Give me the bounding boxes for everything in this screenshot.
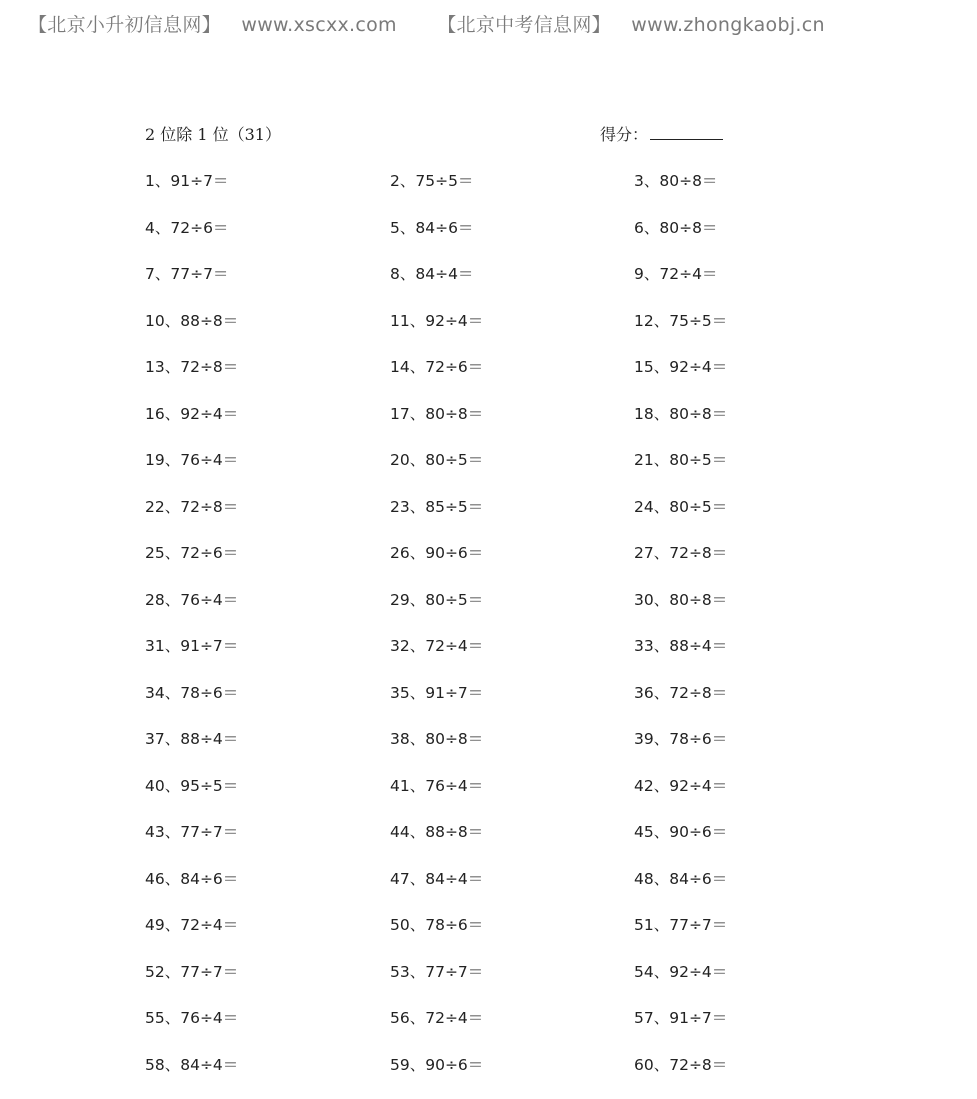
problem-item: 60、72÷8＝ (634, 1053, 727, 1075)
problem-row (145, 262, 845, 309)
problem-item: 49、72÷4＝ (145, 913, 238, 935)
problem-row (145, 169, 845, 216)
problem-row (145, 541, 845, 588)
problem-row (145, 634, 845, 681)
problem-row (145, 1006, 845, 1053)
problem-row (145, 495, 845, 542)
worksheet-title: 2 位除 1 位（31） (145, 122, 281, 145)
problem-item: 52、77÷7＝ (145, 960, 238, 982)
problem-item: 24、80÷5＝ (634, 495, 727, 517)
problem-item: 45、90÷6＝ (634, 820, 727, 842)
problem-item: 11、92÷4＝ (390, 309, 483, 331)
problem-item: 18、80÷8＝ (634, 402, 727, 424)
problem-item: 54、92÷4＝ (634, 960, 727, 982)
problem-item: 50、78÷6＝ (390, 913, 483, 935)
problem-row (145, 355, 845, 402)
problem-item: 39、78÷6＝ (634, 727, 727, 749)
problem-item: 36、72÷8＝ (634, 681, 727, 703)
problem-row (145, 588, 845, 635)
problem-item: 57、91÷7＝ (634, 1006, 727, 1028)
problem-row (145, 448, 845, 495)
problem-item: 15、92÷4＝ (634, 355, 727, 377)
problem-item: 3、80÷8＝ (634, 169, 717, 191)
problem-item: 41、76÷4＝ (390, 774, 483, 796)
problem-item: 59、90÷6＝ (390, 1053, 483, 1075)
problem-item: 27、72÷8＝ (634, 541, 727, 563)
problem-item: 14、72÷6＝ (390, 355, 483, 377)
problem-item: 1、91÷7＝ (145, 169, 228, 191)
problem-item: 23、85÷5＝ (390, 495, 483, 517)
problem-item: 17、80÷8＝ (390, 402, 483, 424)
problem-item: 28、76÷4＝ (145, 588, 238, 610)
problem-item: 47、84÷4＝ (390, 867, 483, 889)
problem-item: 16、92÷4＝ (145, 402, 238, 424)
problem-item: 40、95÷5＝ (145, 774, 238, 796)
problem-item: 29、80÷5＝ (390, 588, 483, 610)
problem-row (145, 1053, 845, 1099)
problem-item: 19、76÷4＝ (145, 448, 238, 470)
problem-item: 34、78÷6＝ (145, 681, 238, 703)
problem-row (145, 309, 845, 356)
problem-item: 32、72÷4＝ (390, 634, 483, 656)
problem-grid (145, 169, 845, 1099)
problem-item: 35、91÷7＝ (390, 681, 483, 703)
problem-item: 22、72÷8＝ (145, 495, 238, 517)
score-field (600, 122, 723, 145)
score-label: 得分： (600, 125, 648, 144)
problem-item: 55、76÷4＝ (145, 1006, 238, 1028)
problem-item: 9、72÷4＝ (634, 262, 717, 284)
problem-item: 58、84÷4＝ (145, 1053, 238, 1075)
site1-url-link[interactable]: www.xscxx.com (241, 14, 397, 36)
problem-item: 7、77÷7＝ (145, 262, 228, 284)
problem-item: 20、80÷5＝ (390, 448, 483, 470)
page-header (28, 10, 958, 37)
problem-item: 8、84÷4＝ (390, 262, 473, 284)
problem-item: 26、90÷6＝ (390, 541, 483, 563)
score-blank-line (650, 122, 723, 140)
problem-item: 46、84÷6＝ (145, 867, 238, 889)
problem-row (145, 402, 845, 449)
problem-item: 21、80÷5＝ (634, 448, 727, 470)
problem-item: 10、88÷8＝ (145, 309, 238, 331)
problem-item: 2、75÷5＝ (390, 169, 473, 191)
problem-row (145, 867, 845, 914)
problem-item: 42、92÷4＝ (634, 774, 727, 796)
problem-item: 6、80÷8＝ (634, 216, 717, 238)
problem-item: 31、91÷7＝ (145, 634, 238, 656)
site2-name: 【北京中考信息网】 (437, 10, 611, 37)
site2-url-link[interactable]: www.zhongkaobj.cn (631, 14, 825, 36)
problem-row (145, 774, 845, 821)
problem-item: 56、72÷4＝ (390, 1006, 483, 1028)
problem-row (145, 960, 845, 1007)
problem-item: 53、77÷7＝ (390, 960, 483, 982)
problem-row (145, 913, 845, 960)
problem-item: 51、77÷7＝ (634, 913, 727, 935)
problem-item: 48、84÷6＝ (634, 867, 727, 889)
problem-row (145, 727, 845, 774)
problem-item: 38、80÷8＝ (390, 727, 483, 749)
site1-name: 【北京小升初信息网】 (28, 10, 221, 37)
problem-item: 43、77÷7＝ (145, 820, 238, 842)
problem-item: 33、88÷4＝ (634, 634, 727, 656)
problem-item: 5、84÷6＝ (390, 216, 473, 238)
problem-item: 25、72÷6＝ (145, 541, 238, 563)
problem-item: 12、75÷5＝ (634, 309, 727, 331)
problem-row (145, 820, 845, 867)
problem-item: 30、80÷8＝ (634, 588, 727, 610)
problem-row (145, 216, 845, 263)
problem-item: 44、88÷8＝ (390, 820, 483, 842)
problem-item: 4、72÷6＝ (145, 216, 228, 238)
problem-item: 13、72÷8＝ (145, 355, 238, 377)
problem-row (145, 681, 845, 728)
problem-item: 37、88÷4＝ (145, 727, 238, 749)
